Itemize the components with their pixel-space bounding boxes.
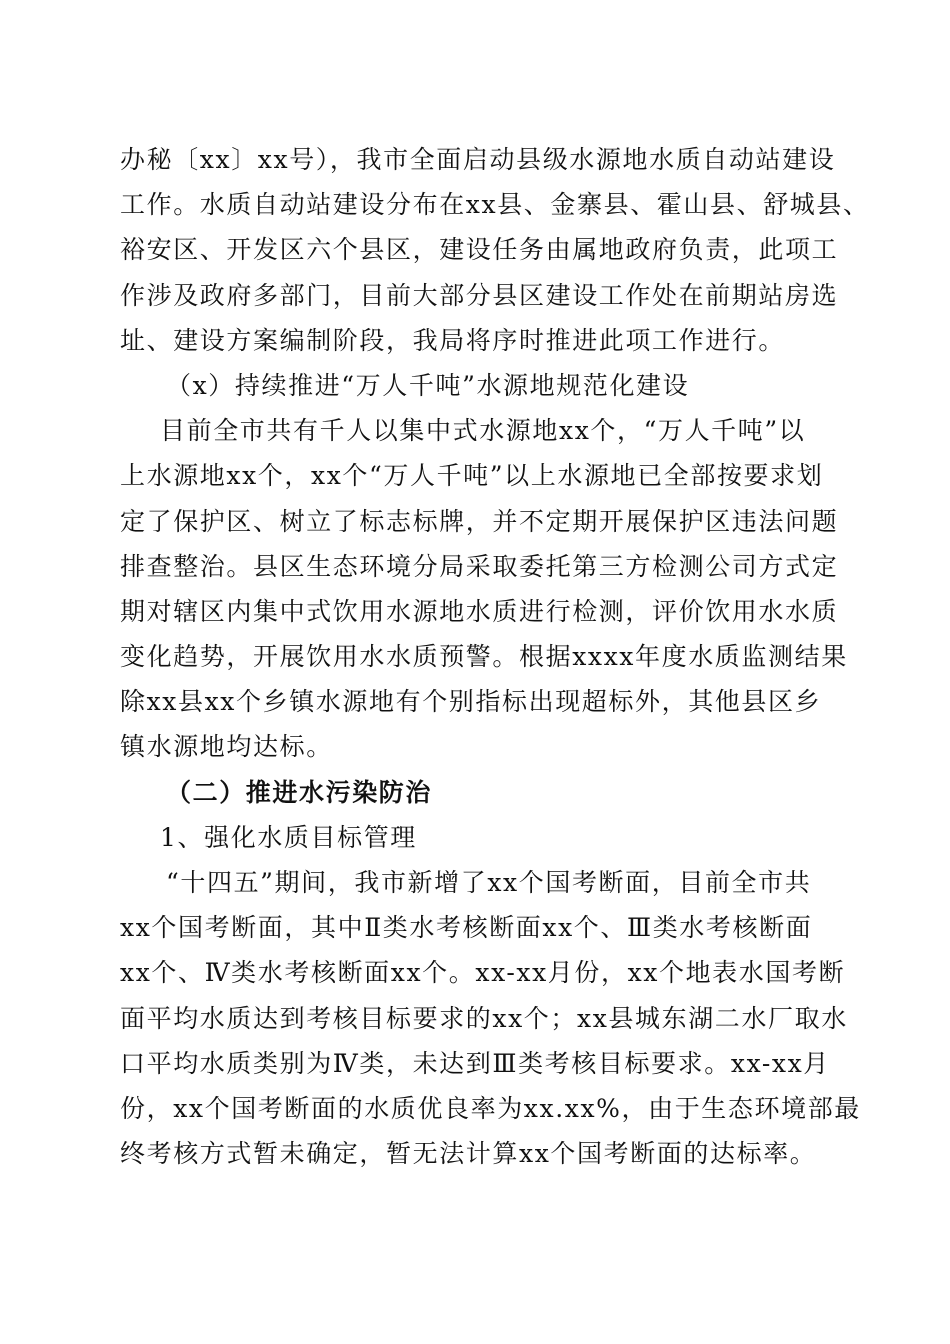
- body-text-line: 份，xx个国考断面的水质优良率为xx.xx%，由于生态环境部最: [120, 1093, 861, 1123]
- body-text-line: 口平均水质类别为Ⅳ类，未达到Ⅲ类考核目标要求。xx-xx月: [120, 1048, 830, 1078]
- body-text-line: 工作。水质自动站建设分布在xx县、金寨县、霍山县、舒城县、: [120, 190, 870, 220]
- body-text-line: 终考核方式暂未确定，暂无法计算xx个国考断面的达标率。: [120, 1139, 817, 1169]
- body-text-line: 址、建设方案编制阶段，我局将序时推进此项工作进行。: [120, 325, 786, 355]
- body-text-line: 裕安区、开发区六个县区，建设任务由属地政府负责，此项工: [120, 235, 839, 265]
- document-body: [120, 137, 870, 1176]
- body-text-line: 作涉及政府多部门，目前大部分县区建设工作处在前期站房选: [120, 280, 839, 310]
- subsection-heading: 1、强化水质目标管理: [160, 822, 417, 852]
- body-text-line: “十四五”期间，我市新增了xx个国考断面，目前全市共: [166, 868, 812, 897]
- body-text-line: 目前全市共有千人以集中式水源地xx个，“万人千吨”以: [160, 416, 806, 446]
- body-text-line: 期对辖区内集中式饮用水源地水质进行检测，评价饮用水水质: [120, 596, 839, 626]
- section-heading: （x）持续推进“万人千吨”水源地规范化建设: [166, 370, 690, 400]
- body-text-line: 定了保护区、树立了标志标牌，并不定期开展保护区违法问题: [120, 506, 839, 536]
- body-text-line: 排查整治。县区生态环境分局采取委托第三方检测公司方式定: [120, 551, 839, 581]
- body-text-line: 镇水源地均达标。: [120, 732, 333, 762]
- body-text-line: 办秘〔xx〕xx号），我市全面启动县级水源地水质自动站建设: [120, 145, 836, 174]
- body-text-line: 面平均水质达到考核目标要求的xx个；xx县城东湖二水厂取水: [120, 1003, 848, 1033]
- body-text-line: xx个、Ⅳ类水考核断面xx个。xx-xx月份，xx个地表水国考断: [120, 958, 846, 988]
- body-text-line: 除xx县xx个乡镇水源地有个别指标出现超标外，其他县区乡: [120, 687, 822, 717]
- body-text-line: 上水源地xx个，xx个“万人千吨”以上水源地已全部按要求划: [120, 461, 824, 491]
- section-heading: （二）推进水污染防治: [166, 777, 433, 807]
- body-text-line: 变化趋势，开展饮用水水质预警。根据xxxx年度水质监测结果: [120, 642, 848, 672]
- body-text-line: xx个国考断面，其中Ⅱ类水考核断面xx个、Ⅲ类水考核断面: [120, 913, 813, 943]
